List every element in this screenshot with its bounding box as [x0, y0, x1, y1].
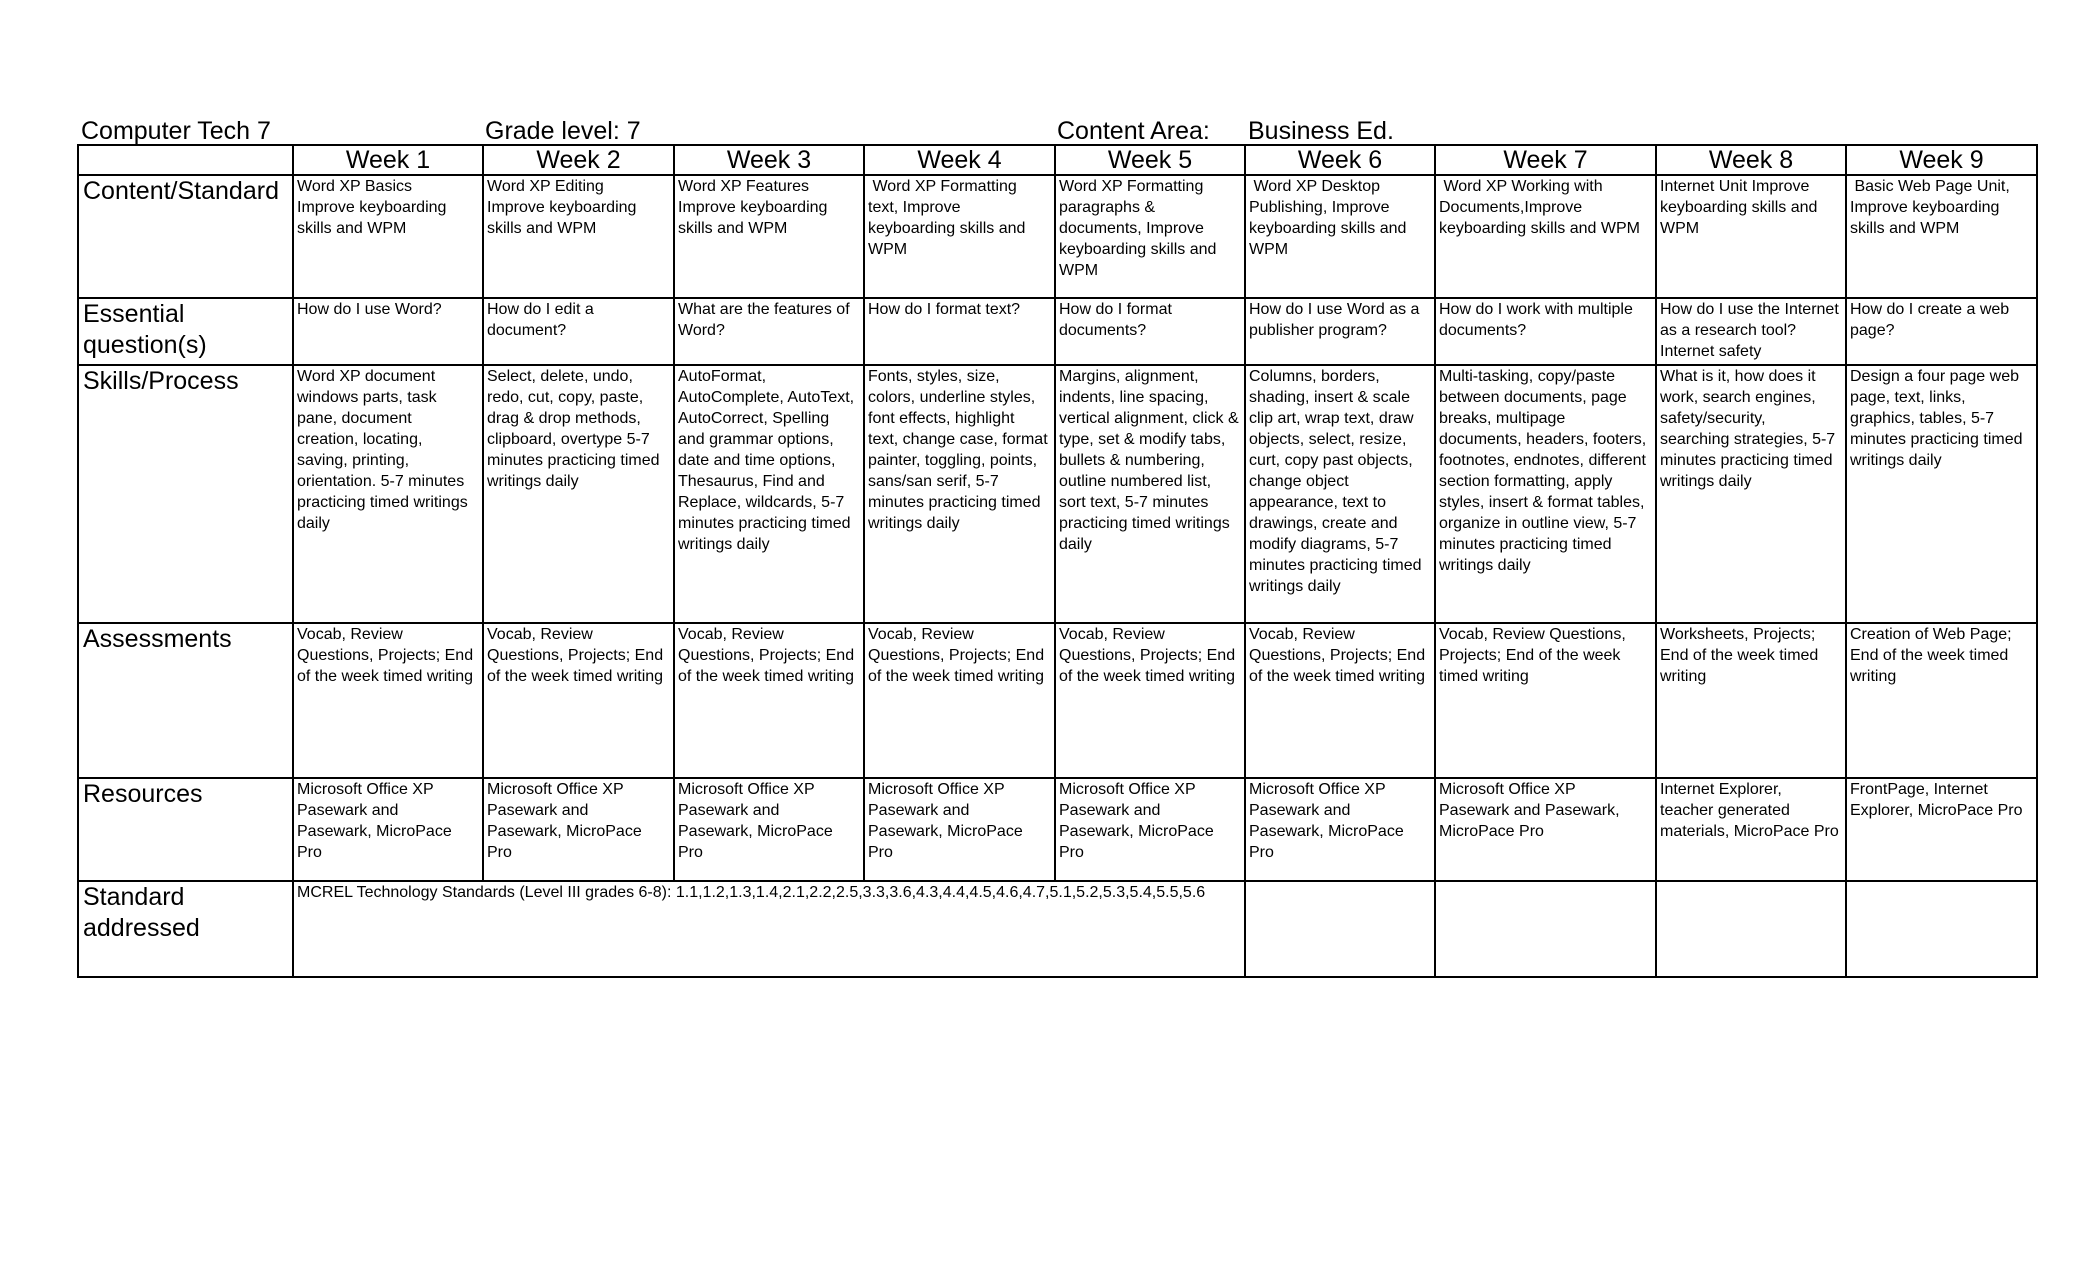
table-cell: Vocab, Review Questions, Projects; End of the week timed writing — [1435, 623, 1656, 778]
content-area-value: Business Ed. — [1248, 117, 1394, 145]
table-cell: How do I edit a document? — [483, 298, 674, 365]
table-cell: Word XP Formatting paragraphs & documents, Improve keyboarding skills and WPM — [1055, 175, 1245, 298]
table-cell: Word XP Desktop Publishing, Improve keyboarding skills and WPM — [1245, 175, 1435, 298]
table-cell: FrontPage, Internet Explorer, MicroPace Pro — [1846, 778, 2037, 881]
week-header: Week 4 — [864, 145, 1055, 175]
week-header: Week 9 — [1846, 145, 2037, 175]
table-cell: How do I work with multiple documents? — [1435, 298, 1656, 365]
table-cell: Internet Unit Improve keyboarding skills and WPM — [1656, 175, 1846, 298]
table-cell: How do I use the Internet as a research tool? Internet safety — [1656, 298, 1846, 365]
table-cell: Creation of Web Page; End of the week timed writing — [1846, 623, 2037, 778]
table-row-standard-addressed — [78, 881, 2037, 977]
table-cell: Basic Web Page Unit, Improve keyboarding skills and WPM — [1846, 175, 2037, 298]
empty-cell — [1656, 881, 1846, 977]
table-cell: How do I use Word as a publisher program? — [1245, 298, 1435, 365]
table-cell: Word XP Editing Improve keyboarding skills and WPM — [483, 175, 674, 298]
week-header: Week 2 — [483, 145, 674, 175]
table-cell: How do I create a web page? — [1846, 298, 2037, 365]
week-header: Week 6 — [1245, 145, 1435, 175]
table-cell: Word XP Working with Documents,Improve keyboarding skills and WPM — [1435, 175, 1656, 298]
table-cell: Microsoft Office XP Pasewark and Pasewark, MicroPace Pro — [864, 778, 1055, 881]
table-cell: What are the features of Word? — [674, 298, 864, 365]
table-cell: Vocab, Review Questions, Projects; End of the week timed writing — [864, 623, 1055, 778]
table-cell: What is it, how does it work, search engines, safety/security, searching strategies, 5-7 minutes practicing timed writings daily — [1656, 365, 1846, 623]
table-cell: Vocab, Review Questions, Projects; End of the week timed writing — [1245, 623, 1435, 778]
table-cell: Vocab, Review Questions, Projects; End of the week timed writing — [1055, 623, 1245, 778]
empty-cell — [1846, 881, 2037, 977]
table-cell: Microsoft Office XP Pasewark and Pasewark, MicroPace Pro — [293, 778, 483, 881]
curriculum-table — [77, 144, 2038, 978]
table-row-resources — [78, 778, 2037, 881]
row-label: Skills/Process — [78, 365, 293, 623]
week-header: Week 5 — [1055, 145, 1245, 175]
table-cell: How do I use Word? — [293, 298, 483, 365]
table-cell: AutoFormat, AutoComplete, AutoText, AutoCorrect, Spelling and grammar options, date and time options, Thesaurus, Find and Replace, wildcards, 5-7 minutes practicing timed writings daily — [674, 365, 864, 623]
week-header: Week 7 — [1435, 145, 1656, 175]
empty-cell — [1435, 881, 1656, 977]
table-cell: Microsoft Office XP Pasewark and Pasewark, MicroPace Pro — [483, 778, 674, 881]
table-cell: Microsoft Office XP Pasewark and Pasewark, MicroPace Pro — [674, 778, 864, 881]
table-cell: Vocab, Review Questions, Projects; End of the week timed writing — [483, 623, 674, 778]
table-cell: Columns, borders, shading, insert & scale clip art, wrap text, draw objects, select, resize, curt, copy past objects, change object appearance, text to drawings, create and modify diagrams, 5-7 minutes practicing timed writings daily — [1245, 365, 1435, 623]
table-row-content-standard — [78, 175, 2037, 298]
table-cell: Word XP document windows parts, task pane, document creation, locating, saving, printing, orientation. 5-7 minutes practicing timed writings daily — [293, 365, 483, 623]
week-header: Week 3 — [674, 145, 864, 175]
content-area-label: Content Area: — [1057, 117, 1210, 145]
table-cell: Microsoft Office XP Pasewark and Pasewark, MicroPace Pro — [1435, 778, 1656, 881]
table-cell: Internet Explorer, teacher generated materials, MicroPace Pro — [1656, 778, 1846, 881]
row-label: Essential question(s) — [78, 298, 293, 365]
table-cell: Microsoft Office XP Pasewark and Pasewark, MicroPace Pro — [1055, 778, 1245, 881]
table-row-assessments — [78, 623, 2037, 778]
row-label: Standard addressed — [78, 881, 293, 977]
grade-level: Grade level: 7 — [485, 117, 641, 145]
week-header: Week 8 — [1656, 145, 1846, 175]
row-label: Resources — [78, 778, 293, 881]
table-cell: Margins, alignment, indents, line spacing, vertical alignment, click & type, set & modify tabs, bullets & numbering, outline numbered list, sort text, 5-7 minutes practicing timed writings daily — [1055, 365, 1245, 623]
week-header: Week 1 — [293, 145, 483, 175]
course-title: Computer Tech 7 — [81, 117, 271, 145]
table-cell: Design a four page web page, text, links, graphics, tables, 5-7 minutes practicing timed writings daily — [1846, 365, 2037, 623]
table-cell: Select, delete, undo, redo, cut, copy, paste, drag & drop methods, clipboard, overtype 5-7 minutes practicing timed writings daily — [483, 365, 674, 623]
table-row-skills-process — [78, 365, 2037, 623]
table-cell: Fonts, styles, size, colors, underline styles, font effects, highlight text, change case, format painter, toggling, points, sans/san serif, 5-7 minutes practicing timed writings daily — [864, 365, 1055, 623]
row-label: Assessments — [78, 623, 293, 778]
table-cell: Vocab, Review Questions, Projects; End of the week timed writing — [293, 623, 483, 778]
table-cell: How do I format documents? — [1055, 298, 1245, 365]
table-cell: How do I format text? — [864, 298, 1055, 365]
table-cell: Microsoft Office XP Pasewark and Pasewark, MicroPace Pro — [1245, 778, 1435, 881]
week-header-row — [78, 145, 2037, 175]
table-cell: Word XP Formatting text, Improve keyboarding skills and WPM — [864, 175, 1055, 298]
table-row-essential-questions — [78, 298, 2037, 365]
table-cell: Multi-tasking, copy/paste between documents, page breaks, multipage documents, headers, footers, footnotes, endnotes, different section formatting, apply styles, insert & format tables, organize in outline view, 5-7 minutes practicing timed writings daily — [1435, 365, 1656, 623]
table-cell: Word XP Basics Improve keyboarding skills and WPM — [293, 175, 483, 298]
empty-cell — [1245, 881, 1435, 977]
row-label: Content/Standard — [78, 175, 293, 298]
corner-cell — [78, 145, 293, 175]
standards-text: MCREL Technology Standards (Level III grades 6-8): 1.1,1.2,1.3,1.4,2.1,2.2,2.5,3.3,3.6,4.3,4.4,4.5,4.6,4.7,5.1,5.2,5.3,5.4,5.5,5.6 — [293, 881, 1245, 977]
table-cell: Worksheets, Projects; End of the week timed writing — [1656, 623, 1846, 778]
table-cell: Vocab, Review Questions, Projects; End of the week timed writing — [674, 623, 864, 778]
table-cell: Word XP Features Improve keyboarding skills and WPM — [674, 175, 864, 298]
